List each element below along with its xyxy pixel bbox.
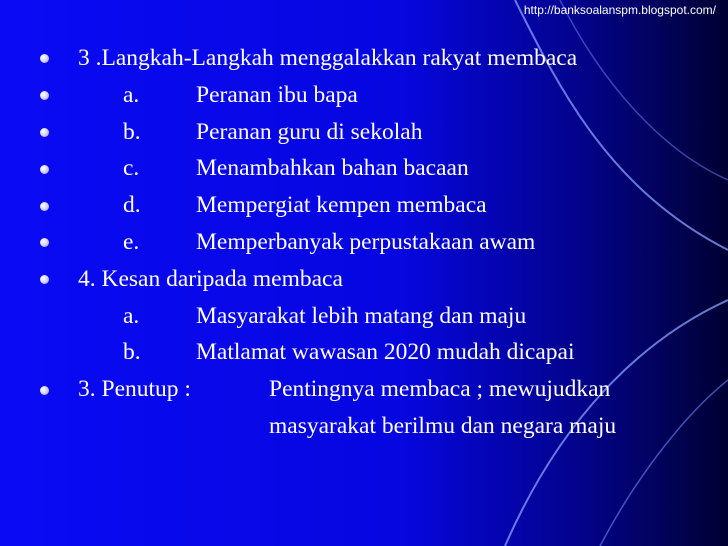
bullet-icon [40, 128, 49, 137]
source-url: http://banksoalanspm.blogspot.com/ [523, 3, 716, 17]
list-item-text: Memperbanyak perpustakaan awam [196, 228, 536, 255]
list-item-letter: b. [123, 339, 141, 366]
bullet-list [0, 40, 728, 445]
list-item-text: 3 .Langkah-Langkah menggalakkan rakyat membaca [78, 45, 578, 71]
list-item [0, 114, 728, 151]
list-item [0, 298, 728, 335]
bullet-icon [40, 165, 49, 174]
penutup-continuation [0, 408, 728, 445]
list-item [0, 40, 728, 77]
list-item [0, 150, 728, 187]
list-item-letter: a. [123, 302, 140, 329]
list-item-text: Masyarakat lebih matang dan maju [196, 302, 527, 329]
list-item-text: Peranan ibu bapa [196, 81, 358, 108]
list-item-text: Menambahkan bahan bacaan [196, 155, 469, 182]
list-item [0, 187, 728, 224]
list-item [0, 224, 728, 261]
list-item-letter: b. [123, 118, 141, 145]
list-item-text: Mempergiat kempen membaca [196, 192, 487, 219]
bullet-icon [40, 238, 49, 247]
penutup-label: 3. Penutup : [78, 376, 191, 403]
penutup-item [0, 371, 728, 408]
bullet-icon [40, 386, 49, 395]
penutup-text-line2: masyarakat berilmu dan negara maju [269, 412, 617, 439]
list-item [0, 334, 728, 371]
list-item [0, 77, 728, 114]
list-item-letter: a. [123, 81, 140, 108]
list-item-text: 4. Kesan daripada membaca [78, 265, 343, 292]
list-item-letter: d. [123, 192, 141, 219]
bullet-icon [40, 54, 49, 63]
list-item-text: Matlamat wawasan 2020 mudah dicapai [196, 339, 575, 366]
list-item-letter: e. [123, 228, 140, 255]
list-item-letter: c. [123, 155, 140, 182]
list-item [0, 261, 728, 298]
bullet-icon [40, 275, 49, 284]
bullet-icon [40, 202, 49, 211]
bullet-icon [40, 91, 49, 100]
list-item-text: Peranan guru di sekolah [196, 118, 423, 145]
penutup-text-line1: Pentingnya membaca ; mewujudkan [269, 376, 611, 403]
